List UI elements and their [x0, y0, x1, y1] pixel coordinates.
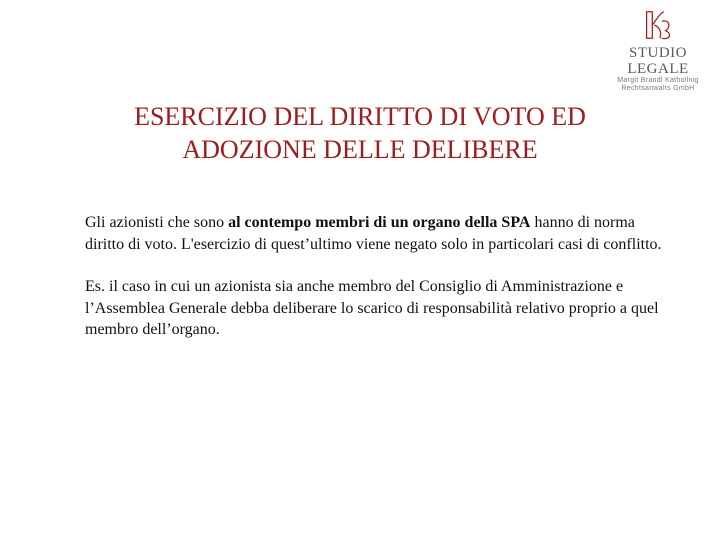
paragraph-1-rest: hanno di norma diritto di voto. L'esercizio di quest’ultimo viene negato solo in particolari casi di conflitto.: [85, 214, 662, 253]
paragraph-1-intro: Gli azionisti che sono: [85, 214, 229, 231]
slide-title: [60, 100, 660, 166]
paragraph-1-emphasis: al contempo membri di un organo della SPA: [228, 214, 531, 231]
slide-title-line1: ESERCIZIO DEL DIRITTO DI VOTO ED: [134, 102, 586, 131]
logo-title: STUDIO LEGALE: [627, 45, 689, 77]
paragraph-example: Es. il caso in cui un azionista sia anche membro del Consiglio di Amministrazione e l’Assemblea Generale debba deliberare lo scarico di responsabilità relativo proprio a quel membro dell’organo.: [85, 278, 659, 338]
logo-subtitle-line2: Rechtsanwalts GmbH: [621, 85, 695, 92]
slide-body: [85, 212, 665, 362]
paragraph-voting-rights: [85, 212, 665, 255]
monogram-kb-icon: [639, 6, 677, 44]
logo-subtitle-line1: Margit Brandl Kathollnig: [617, 77, 699, 84]
slide-title-line2: ADOZIONE DELLE DELIBERE: [182, 135, 538, 164]
firm-logo: [602, 6, 714, 93]
